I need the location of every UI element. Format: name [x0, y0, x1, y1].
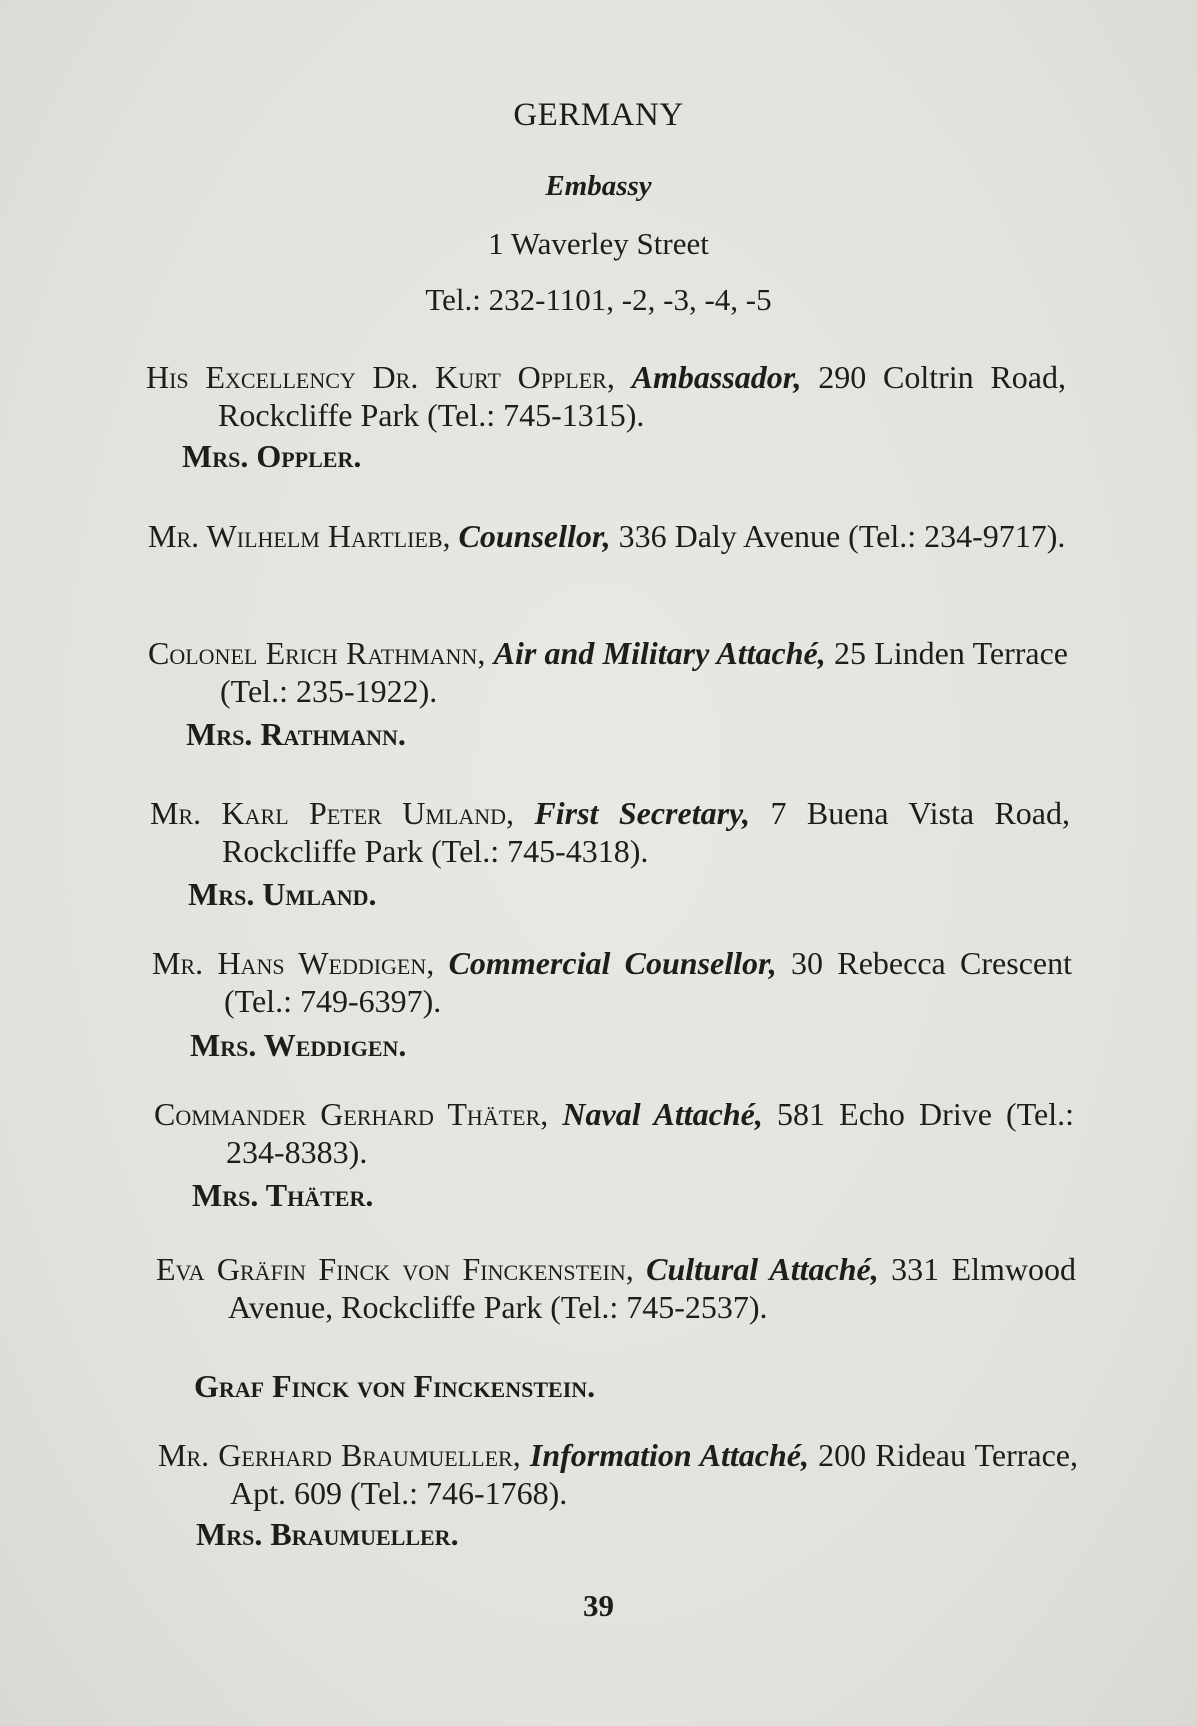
directory-entry	[148, 517, 1068, 555]
entry-role: Naval Attaché,	[562, 1096, 763, 1132]
entry-name: Mr. Gerhard Braumueller,	[158, 1437, 530, 1473]
entry-role: Cultural Attaché,	[646, 1251, 879, 1287]
entry-details: 7 Buena Vista Road, Rockcliffe Park (Tel.: 745-4318).	[222, 795, 1071, 869]
directory-entry	[146, 358, 1066, 434]
entry-name: Colonel Erich Rathmann,	[148, 635, 494, 671]
entry-role: First Secretary,	[534, 795, 751, 831]
entry-role: Commercial Counsellor,	[448, 945, 777, 981]
embassy-telephone: Tel.: 232-1101, -2, -3, -4, -5	[425, 282, 772, 317]
entry-name: Eva Gräfin Finck von Finckenstein,	[156, 1251, 647, 1287]
embassy-address: 1 Waverley Street	[488, 226, 709, 261]
country-heading: GERMANY	[513, 97, 684, 133]
entry-spouse: Mrs. Braumueller.	[196, 1516, 459, 1552]
directory-entry	[156, 1250, 1076, 1326]
entry-name: Mr. Hans Weddigen,	[152, 945, 449, 981]
entry-role: Counsellor,	[458, 518, 611, 554]
entry-spouse: Mrs. Rathmann.	[186, 716, 406, 752]
entry-spouse: Mrs. Weddigen.	[190, 1027, 407, 1063]
entry-spouse: Mrs. Umland.	[188, 876, 377, 912]
entry-name: Commander Gerhard Thäter,	[154, 1096, 563, 1132]
entry-name: Mr. Wilhelm Hartlieb,	[148, 518, 459, 554]
directory-entry	[150, 794, 1070, 870]
section-heading: Embassy	[545, 170, 652, 202]
entry-details: 200 Rideau Terrace, Apt. 609 (Tel.: 746-1768).	[230, 1437, 1079, 1511]
entry-details: 290 Coltrin Road, Rockcliffe Park (Tel.: 745-1315).	[218, 359, 1067, 433]
entry-spouse: Mrs. Oppler.	[182, 438, 362, 474]
entry-details: 30 Rebecca Crescent (Tel.: 749-6397).	[224, 945, 1072, 1019]
directory-entry	[158, 1436, 1078, 1512]
entry-spouse: Graf Finck von Finckenstein.	[194, 1368, 596, 1404]
entry-details: 336 Daly Avenue (Tel.: 234-9717).	[610, 518, 1066, 554]
entry-details: 331 Elmwood Avenue, Rockcliffe Park (Tel.: 745-2537).	[228, 1251, 1077, 1325]
entry-name: His Excellency Dr. Kurt Oppler,	[146, 359, 632, 395]
entry-role: Air and Military Attaché,	[493, 635, 826, 671]
entry-name: Mr. Karl Peter Umland,	[150, 795, 535, 831]
directory-entry	[152, 944, 1072, 1020]
directory-entry	[154, 1095, 1074, 1171]
entry-details: 581 Echo Drive (Tel.: 234-8383).	[226, 1096, 1075, 1170]
entry-details: 25 Linden Terrace (Tel.: 235-1922).	[220, 635, 1069, 709]
entry-spouse: Mrs. Thäter.	[192, 1177, 374, 1213]
page-number: 39	[583, 1588, 614, 1623]
entry-role: Information Attaché,	[529, 1437, 809, 1473]
entry-role: Ambassador,	[631, 359, 802, 395]
directory-entry	[148, 634, 1068, 710]
